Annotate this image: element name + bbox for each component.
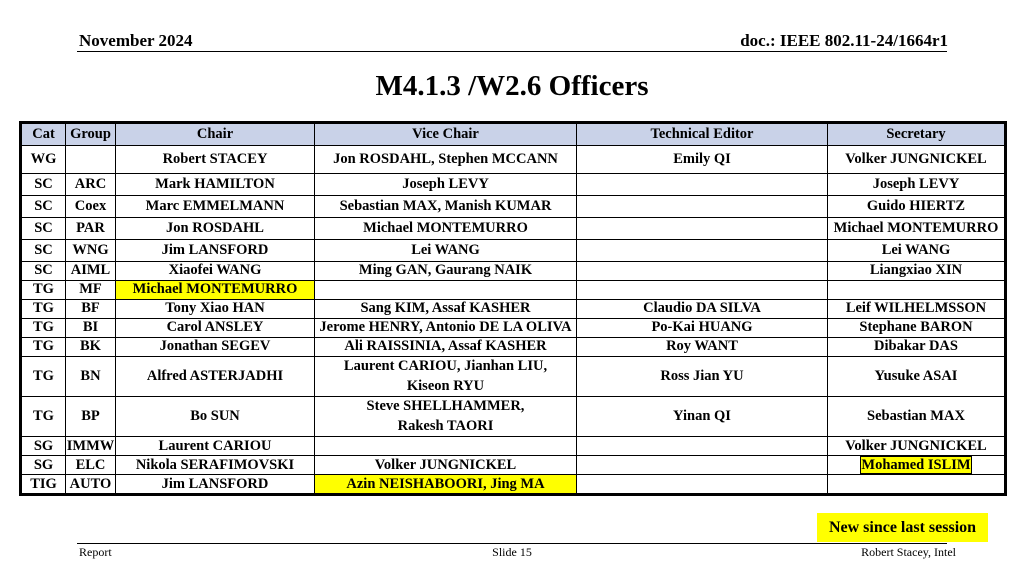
cell-secretary: Joseph LEVY	[828, 174, 1006, 196]
cell-chair: Xiaofei WANG	[116, 262, 315, 281]
table-row	[21, 218, 1006, 240]
cell-cat: WG	[21, 146, 66, 174]
cell-technical-editor: Yinan QI	[577, 397, 828, 437]
cell-cat: SC	[21, 262, 66, 281]
cell-chair: Carol ANSLEY	[116, 319, 315, 338]
table-row	[21, 196, 1006, 218]
cell-chair: Tony Xiao HAN	[116, 300, 315, 319]
cell-vice-chair: Joseph LEVY	[315, 174, 577, 196]
cell-technical-editor: Emily QI	[577, 146, 828, 174]
cell-cat: TIG	[21, 475, 66, 495]
cell-vice-chair: Lei WANG	[315, 240, 577, 262]
table-row	[21, 338, 1006, 357]
cell-secretary: Dibakar DAS	[828, 338, 1006, 357]
cell-secretary	[828, 475, 1006, 495]
cell-vice-chair: Sang KIM, Assaf KASHER	[315, 300, 577, 319]
table-row	[21, 300, 1006, 319]
cell-chair-new: Michael MONTEMURRO	[116, 281, 315, 300]
cell-cat: TG	[21, 338, 66, 357]
cell-technical-editor: Po-Kai HUANG	[577, 319, 828, 338]
cell-secretary: Sebastian MAX	[828, 397, 1006, 437]
cell-secretary: Volker JUNGNICKEL	[828, 437, 1006, 456]
vice-chair-line: Laurent CARIOU, Jianhan LIU,	[343, 358, 548, 374]
cell-group: Coex	[66, 196, 116, 218]
cell-vice-chair: Ali RAISSINIA, Assaf KASHER	[315, 338, 577, 357]
cell-group: PAR	[66, 218, 116, 240]
cell-cat: SC	[21, 240, 66, 262]
col-header-technical-editor: Technical Editor	[577, 123, 828, 146]
cell-vice-chair	[315, 357, 577, 397]
cell-chair: Jim LANSFORD	[116, 475, 315, 495]
cell-chair: Bo SUN	[116, 397, 315, 437]
cell-technical-editor: Roy WANT	[577, 338, 828, 357]
cell-cat: TG	[21, 357, 66, 397]
cell-secretary: Michael MONTEMURRO	[828, 218, 1006, 240]
cell-group: ARC	[66, 174, 116, 196]
cell-vice-chair: Michael MONTEMURRO	[315, 218, 577, 240]
officers-table	[19, 121, 1007, 496]
footer-rule	[77, 543, 947, 544]
col-header-cat: Cat	[21, 123, 66, 146]
col-header-group: Group	[66, 123, 116, 146]
cell-secretary: Lei WANG	[828, 240, 1006, 262]
table-row	[21, 475, 1006, 495]
cell-technical-editor	[577, 218, 828, 240]
table-row	[21, 174, 1006, 196]
cell-vice-chair: Jon ROSDAHL, Stephen MCCANN	[315, 146, 577, 174]
cell-cat: SG	[21, 456, 66, 475]
vice-chair-line: Steve SHELLHAMMER,	[366, 398, 525, 415]
cell-cat: SC	[21, 218, 66, 240]
cell-technical-editor	[577, 240, 828, 262]
col-header-chair: Chair	[116, 123, 315, 146]
table-row	[21, 357, 1006, 397]
cell-vice-chair	[315, 281, 577, 300]
table-row	[21, 262, 1006, 281]
table-row	[21, 456, 1006, 475]
new-since-last-session-legend: New since last session	[817, 513, 988, 542]
table-header-row	[21, 123, 1006, 146]
footer-slide-number: Slide 15	[492, 545, 532, 559]
vice-chair-line: Rakesh TAORI	[397, 417, 494, 434]
header-date: November 2024	[79, 31, 193, 50]
cell-technical-editor	[577, 196, 828, 218]
footer-report: Report	[79, 545, 112, 559]
cell-secretary	[828, 456, 1006, 475]
cell-group: ELC	[66, 456, 116, 475]
cell-vice-chair-new: Azin NEISHABOORI, Jing MA	[315, 475, 577, 495]
cell-cat: TG	[21, 281, 66, 300]
cell-chair: Mark HAMILTON	[116, 174, 315, 196]
table-row	[21, 281, 1006, 300]
table-row	[21, 146, 1006, 174]
cell-vice-chair: Sebastian MAX, Manish KUMAR	[315, 196, 577, 218]
cell-group: WNG	[66, 240, 116, 262]
table-row	[21, 240, 1006, 262]
table-row	[21, 437, 1006, 456]
slide-title: M4.1.3 /W2.6 Officers	[375, 70, 649, 102]
cell-technical-editor: Ross Jian YU	[577, 357, 828, 397]
cell-technical-editor	[577, 437, 828, 456]
cell-secretary: Volker JUNGNICKEL	[828, 146, 1006, 174]
cell-secretary: Guido HIERTZ	[828, 196, 1006, 218]
cell-chair: Robert STACEY	[116, 146, 315, 174]
footer-author: Robert Stacey, Intel	[861, 545, 956, 559]
cell-group: AIML	[66, 262, 116, 281]
cell-cat: TG	[21, 397, 66, 437]
cell-chair: Nikola SERAFIMOVSKI	[116, 456, 315, 475]
cell-cat: TG	[21, 319, 66, 338]
cell-secretary: Liangxiao XIN	[828, 262, 1006, 281]
cell-group: BF	[66, 300, 116, 319]
cell-group: BK	[66, 338, 116, 357]
cell-chair: Jim LANSFORD	[116, 240, 315, 262]
cell-cat: TG	[21, 300, 66, 319]
cell-group: AUTO	[66, 475, 116, 495]
cell-group: BP	[66, 397, 116, 437]
table-row	[21, 397, 1006, 437]
cell-technical-editor	[577, 262, 828, 281]
cell-group: MF	[66, 281, 116, 300]
col-header-secretary: Secretary	[828, 123, 1006, 146]
cell-group	[66, 146, 116, 174]
vice-chair-line: Kiseon RYU	[406, 377, 485, 394]
secretary-new-highlight: Mohamed ISLIM	[861, 456, 971, 473]
cell-technical-editor	[577, 475, 828, 495]
cell-technical-editor	[577, 281, 828, 300]
cell-secretary: Yusuke ASAI	[828, 357, 1006, 397]
table-row	[21, 319, 1006, 338]
cell-technical-editor	[577, 174, 828, 196]
cell-secretary	[828, 281, 1006, 300]
cell-group: IMMW	[66, 437, 116, 456]
cell-vice-chair: Jerome HENRY, Antonio DE LA OLIVA	[315, 319, 577, 338]
header-doc-id: doc.: IEEE 802.11-24/1664r1	[740, 31, 948, 50]
header-rule	[77, 51, 947, 52]
cell-vice-chair: Ming GAN, Gaurang NAIK	[315, 262, 577, 281]
col-header-vice-chair: Vice Chair	[315, 123, 577, 146]
cell-vice-chair	[315, 437, 577, 456]
cell-vice-chair: Volker JUNGNICKEL	[315, 456, 577, 475]
cell-chair: Jon ROSDAHL	[116, 218, 315, 240]
cell-chair: Jonathan SEGEV	[116, 338, 315, 357]
cell-group: BI	[66, 319, 116, 338]
cell-chair: Alfred ASTERJADHI	[116, 357, 315, 397]
cell-technical-editor	[577, 456, 828, 475]
cell-cat: SC	[21, 196, 66, 218]
cell-chair: Marc EMMELMANN	[116, 196, 315, 218]
cell-chair: Laurent CARIOU	[116, 437, 315, 456]
cell-cat: SC	[21, 174, 66, 196]
cell-secretary: Stephane BARON	[828, 319, 1006, 338]
cell-vice-chair	[315, 397, 577, 437]
cell-secretary: Leif WILHELMSSON	[828, 300, 1006, 319]
cell-group: BN	[66, 357, 116, 397]
cell-cat: SG	[21, 437, 66, 456]
cell-technical-editor: Claudio DA SILVA	[577, 300, 828, 319]
